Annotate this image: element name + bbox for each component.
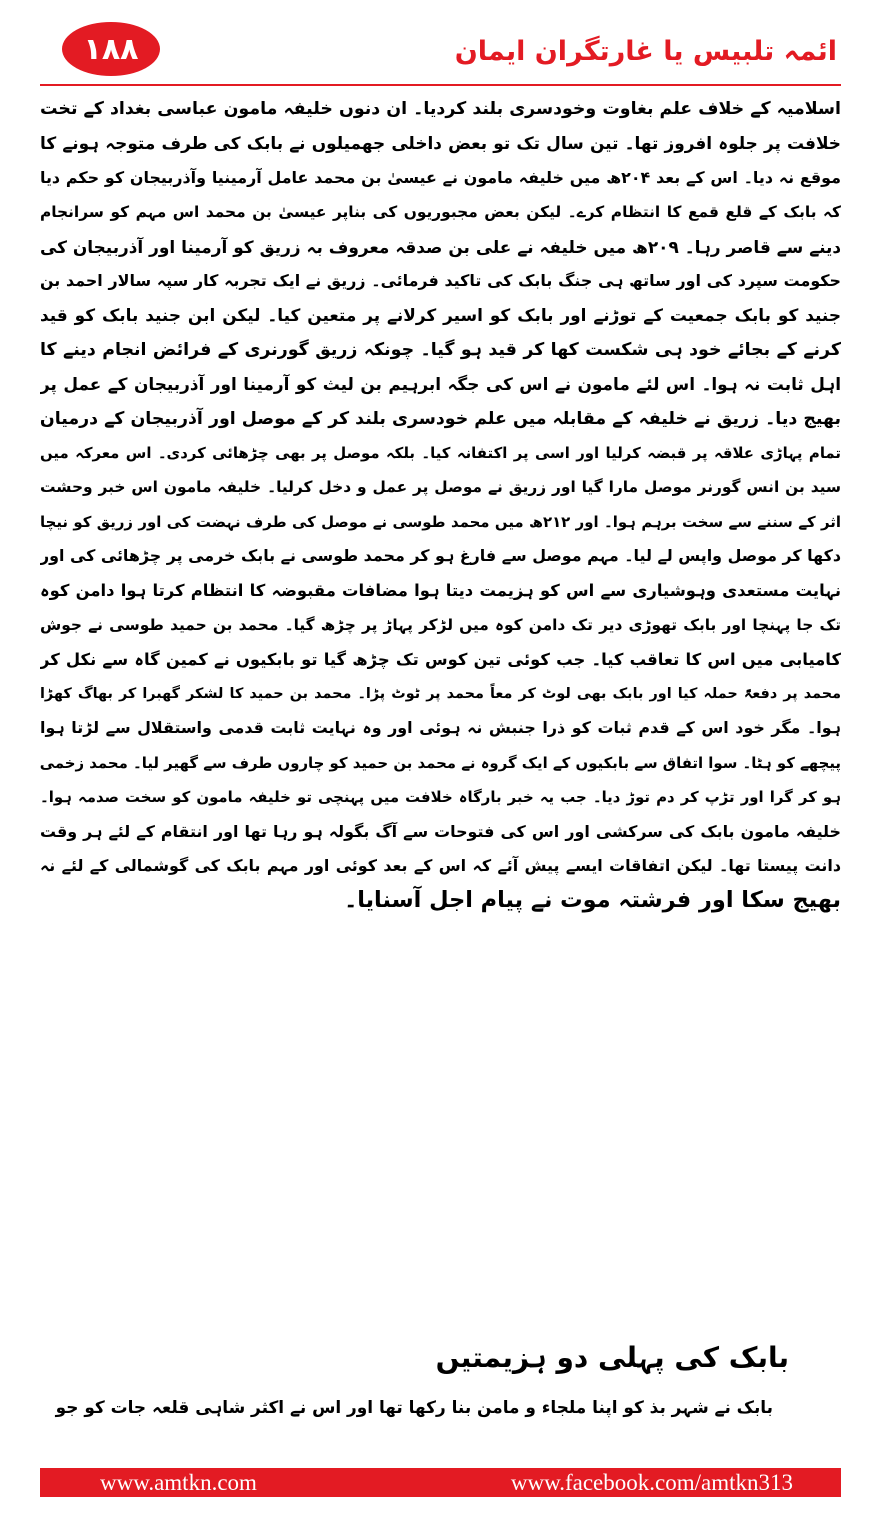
text-line: ہوا۔ مگر خود اس کے قدم ثبات کو ذرا جنبش نہ ہوئی اور وہ نہایت ثابت قدمی واستقلال سے لڑتا ہوا [40,718,841,738]
text-line: کامیابی میں اس کا تعاقب کیا۔ جب کوئی تین کوس تک چڑھ گیا تو بابکیوں نے کمین گاہ سے نکل کر [40,649,841,669]
facebook-link[interactable]: www.facebook.com/amtkn313 [510,1469,793,1495]
text-line: کہ بابک کے قلع قمع کا انتظام کرے۔ لیکن بعض مجبوریوں کی بناپر عیسیٰ بن محمد اس مہم کو سرانجام [40,203,841,222]
header-divider [40,84,841,86]
text-line: بھیج سکا اور فرشتہ موت نے پیام اجل آسنایا۔ [344,887,841,914]
text-line: اسلامیہ کے خلاف علم بغاوت وخودسری بلند کردیا۔ ان دنوں خلیفہ مامون عباسی بغداد کے تخت [40,99,841,119]
text-line: دکھا کر موصل واپس لے لیا۔ مہم موصل سے فارغ ہو کر محمد طوسی نے بابک خرمی پر چڑھائی کی اور [40,546,841,566]
text-line: اہل ثابت نہ ہوا۔ اس لئے مامون نے اس کی جگہ ابرہیم بن لیث کو آرمینا اور آذربیجان کے عمل پر [40,374,841,395]
text-line: ہو کر گرا اور تڑپ کر دم توڑ دیا۔ جب یہ خبر بارگاہ خلافت میں پہنچی تو خلیفہ مامون کو سخت صدمہ ہوا۔ [40,788,841,807]
website-link[interactable]: www.amtkn.com [100,1469,257,1495]
text-line: خلیفہ مامون بابک کی سرکشی اور اس کی فتوحات سے آگ بگولہ ہو رہا تھا اور انتقام کے لئے ہر وقت [40,821,841,841]
text-line: تمام پہاڑی علاقہ پر قبضہ کرلیا اور اسی پر اکتفانہ کیا۔ بلکہ موصل پر بھی چڑھائی کردی۔ اس معرکہ میں [40,444,841,463]
footer-bar [40,1468,841,1497]
book-title: ائمہ تلبیس یا غارتگران ایمان [454,36,837,67]
text-line: نہایت مستعدی وہوشیاری سے اس کو ہزیمت دیتا ہوا مضافات مقبوضہ کا انتظام کرتا ہوا دامن کوہ [40,580,841,600]
text-line: موقع نہ دیا۔ اس کے بعد ۲۰۴ھ میں خلیفہ مامون نے عیسیٰ بن محمد عامل آرمینیا وآذربیجان کو حکم دیا [40,167,841,187]
text-line: تک جا پہنچا اور بابک تھوڑی دیر تک دامن کوہ میں لڑکر پہاڑ پر چڑھ گیا۔ محمد بن حمید طوسی نے جوش [40,616,841,635]
text-line: بھیج دیا۔ زریق نے خلیفہ کے مقابلہ میں علم خودسری بلند کر کے موصل اور آذربیجان کے درمیان [40,408,841,429]
text-line: سید بن انس گورنر موصل مارا گیا اور زریق نے موصل پر عمل و دخل کرلیا۔ خلیفہ مامون اس خبر وحشت [40,478,841,497]
section-first-line: بابک نے شہر بذ کو اپنا ملجاء و مامن بنا رکھا تھا اور اس نے اکثر شاہی قلعہ جات کو جو [55,1397,773,1417]
text-line: کرنے کے بجائے خود ہی شکست کھا کر قید ہو گیا۔ چونکہ زریق گورنری کے فرائض انجام دینے کا [40,339,841,360]
page-number: ۱۸۸ [83,31,139,67]
text-line: خلافت پر جلوہ افروز تھا۔ تین سال تک تو بعض داخلی جھمیلوں نے بابک کی طرف متوجہ ہونے کا [40,133,841,154]
text-line: محمد پر دفعۃً حملہ کیا اور بابک بھی لوٹ کر معاً محمد پر ٹوٹ پڑا۔ محمد بن حمید کا لشکر گھبرا کر بھاگ کھڑا [40,685,841,702]
text-line: پیچھے کو ہٹا۔ سوا اتفاق سے بابکیوں کے ایک گروہ نے محمد بن حمید کو چاروں طرف سے گھیر لیا۔ محمد زخمی [40,753,841,772]
text-line: حکومت سپرد کی اور ساتھ ہی جنگ بابک کی تاکید فرمائی۔ زریق نے ایک تجربہ کار سپہ سالار احمد بن [40,271,841,291]
body-paragraph [40,92,841,918]
text-line: دینے سے قاصر رہا۔ ۲۰۹ھ میں خلیفہ نے علی بن صدقہ معروف بہ زریق کو آرمینا اور آذربیجان کی [40,236,841,257]
text-line: اثر کے سننے سے سخت برہم ہوا۔ اور ۲۱۲ھ میں محمد طوسی نے موصل کی طرف نہضت کی اور زریق کو نیچا [40,512,841,531]
section-heading: بابک کی پہلی دو ہزیمتیں [435,1341,789,1374]
text-line: جنید کو بابک جمعیت کے توڑنے اور بابک کو اسیر کرلانے پر متعین کیا۔ لیکن ابن جنید بابک کو قید [40,305,841,326]
text-line: دانت پیستا تھا۔ لیکن اتفاقات ایسے پیش آئے کہ اس کے بعد کوئی اور مہم بابک کی گوشمالی کے لئے نہ [40,855,841,875]
page-number-badge [62,22,160,76]
